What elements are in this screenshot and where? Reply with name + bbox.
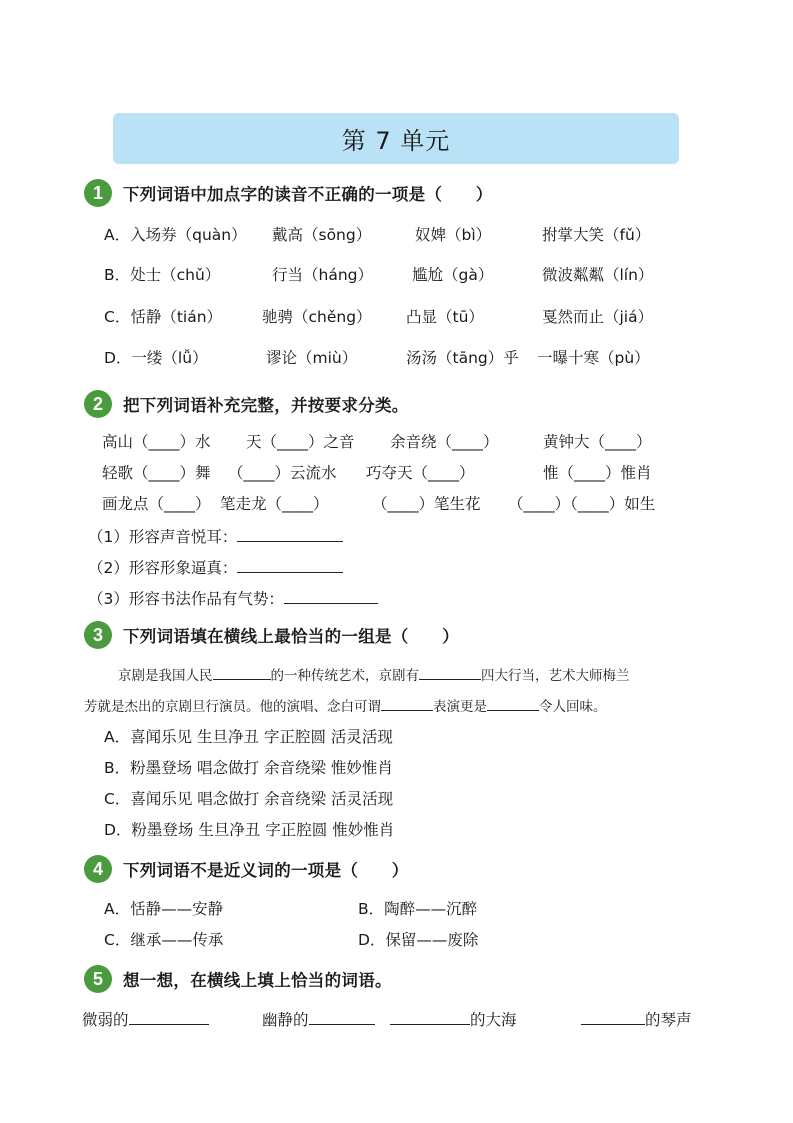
question-1-header — [84, 179, 493, 207]
q3-option-a: A．喜闻乐见 生旦净丑 字正腔圆 活灵活现 — [104, 728, 393, 746]
q2-sub-2 — [88, 556, 343, 578]
q2-word: 画龙点（____） — [102, 495, 211, 513]
answer-blank[interactable] — [129, 1023, 209, 1025]
q3-passage-line-2 — [84, 695, 607, 715]
q5-word: 微弱的 — [82, 1011, 129, 1029]
question-2-header — [84, 390, 409, 418]
q1-b-3: 尴尬（gà） — [412, 266, 494, 284]
q2-sub-3 — [88, 587, 378, 609]
q1-a-2: 戴高（sōng） — [272, 226, 372, 244]
passage-text: 京剧是我国人民 — [118, 668, 213, 684]
q4-option-a: A．恬静——安静 — [104, 900, 224, 918]
question-number-badge: 4 — [84, 855, 112, 883]
question-5-header — [84, 965, 392, 993]
answer-blank[interactable] — [213, 678, 271, 680]
question-4-text: 下列词语不是近义词的一项是（ ） — [123, 861, 409, 880]
q5-item-1 — [82, 1008, 209, 1030]
question-number-badge: 2 — [84, 390, 112, 418]
q3-option-c: C．喜闻乐见 唱念做打 余音绕梁 活灵活现 — [104, 790, 394, 808]
q5-item-4 — [581, 1008, 692, 1030]
q3-passage-line-1 — [84, 664, 630, 684]
answer-blank[interactable] — [390, 1023, 470, 1025]
q2-word: （____）笔生花 — [372, 495, 481, 513]
q1-b-1: B．处士（chǔ） — [104, 266, 221, 284]
question-1-text: 下列词语中加点字的读音不正确的一项是（ ） — [123, 185, 493, 204]
q2-word: 天（____）之音 — [246, 433, 355, 451]
q1-d-4: 一曝十寒（pù） — [537, 349, 650, 367]
q2-sub-label: （3）形容书法作品有气势： — [88, 590, 284, 608]
q2-word: （____）云流水 — [228, 464, 337, 482]
q2-sub-label: （2）形容形象逼真： — [88, 559, 238, 577]
q3-option-d: D．粉墨登场 生旦净丑 字正腔圆 惟妙惟肖 — [104, 821, 395, 839]
q1-b-4: 微波粼粼（lín） — [542, 266, 654, 284]
answer-blank[interactable] — [284, 602, 378, 604]
q4-option-d: D．保留——废除 — [358, 931, 479, 949]
passage-text: 芳就是杰出的京剧旦行演员。他的演唱、念白可谓 — [84, 699, 381, 715]
q2-word: 余音绕（____） — [390, 433, 499, 451]
q3-option-b: B．粉墨登场 唱念做打 余音绕梁 惟妙惟肖 — [104, 759, 393, 777]
question-5-text: 想一想，在横线上填上恰当的词语。 — [123, 971, 392, 990]
q1-c-2: 驰骋（chěng） — [262, 308, 372, 326]
answer-blank[interactable] — [309, 1023, 375, 1025]
q5-word: 的琴声 — [645, 1011, 692, 1029]
q4-option-c: C．继承——传承 — [104, 931, 224, 949]
q1-a-1: A．入场券（quàn） — [104, 226, 247, 244]
passage-text: 表演更是 — [433, 699, 487, 715]
answer-blank[interactable] — [237, 571, 343, 573]
q1-b-2: 行当（háng） — [272, 266, 373, 284]
question-3-text: 下列词语填在横线上最恰当的一组是（ ） — [123, 627, 459, 646]
q1-c-4: 戛然而止（jiá） — [542, 308, 654, 326]
answer-blank[interactable] — [237, 540, 343, 542]
q4-option-b: B．陶醉——沉醉 — [358, 900, 478, 918]
question-number-badge: 5 — [84, 965, 112, 993]
q1-d-1: D．一缕（lǚ） — [104, 349, 208, 367]
q5-item-2 — [262, 1008, 375, 1030]
q1-d-3: 汤汤（tāng）乎 — [406, 349, 519, 367]
q2-word: 轻歌（____）舞 — [102, 464, 211, 482]
q2-sub-1 — [88, 525, 343, 547]
q5-word: 的大海 — [470, 1011, 517, 1029]
q1-a-3: 奴婢（bì） — [415, 226, 492, 244]
q2-word: 黄钟大（____） — [543, 433, 652, 451]
answer-blank[interactable] — [581, 1023, 645, 1025]
q2-word: （____）（____）如生 — [508, 495, 656, 513]
question-number-badge: 3 — [84, 621, 112, 649]
q2-word: 笔走龙（____） — [220, 495, 329, 513]
q2-sub-label: （1）形容声音悦耳： — [88, 528, 238, 546]
question-number-badge: 1 — [84, 179, 112, 207]
answer-blank[interactable] — [487, 709, 539, 711]
q1-d-2: 谬论（miù） — [266, 349, 358, 367]
passage-text: 四大行当，艺术大师梅兰 — [481, 668, 630, 684]
q2-word: 惟（____）惟肖 — [543, 464, 652, 482]
q5-word: 幽静的 — [262, 1011, 309, 1029]
q2-word: 高山（____）水 — [102, 433, 211, 451]
q2-word: 巧夺天（____） — [366, 464, 475, 482]
question-4-header — [84, 855, 409, 883]
passage-text: 令人回味。 — [539, 699, 607, 715]
unit-title: 第 7 单元 — [113, 113, 679, 164]
q1-c-1: C．恬静（tián） — [104, 308, 223, 326]
q1-c-3: 凸显（tū） — [406, 308, 484, 326]
question-3-header — [84, 621, 459, 649]
q5-item-3 — [390, 1008, 517, 1030]
answer-blank[interactable] — [419, 678, 481, 680]
q1-a-4: 拊掌大笑（fǔ） — [542, 226, 651, 244]
passage-text: 的一种传统艺术，京剧有 — [270, 668, 419, 684]
answer-blank[interactable] — [381, 709, 433, 711]
question-2-text: 把下列词语补充完整，并按要求分类。 — [123, 396, 409, 415]
